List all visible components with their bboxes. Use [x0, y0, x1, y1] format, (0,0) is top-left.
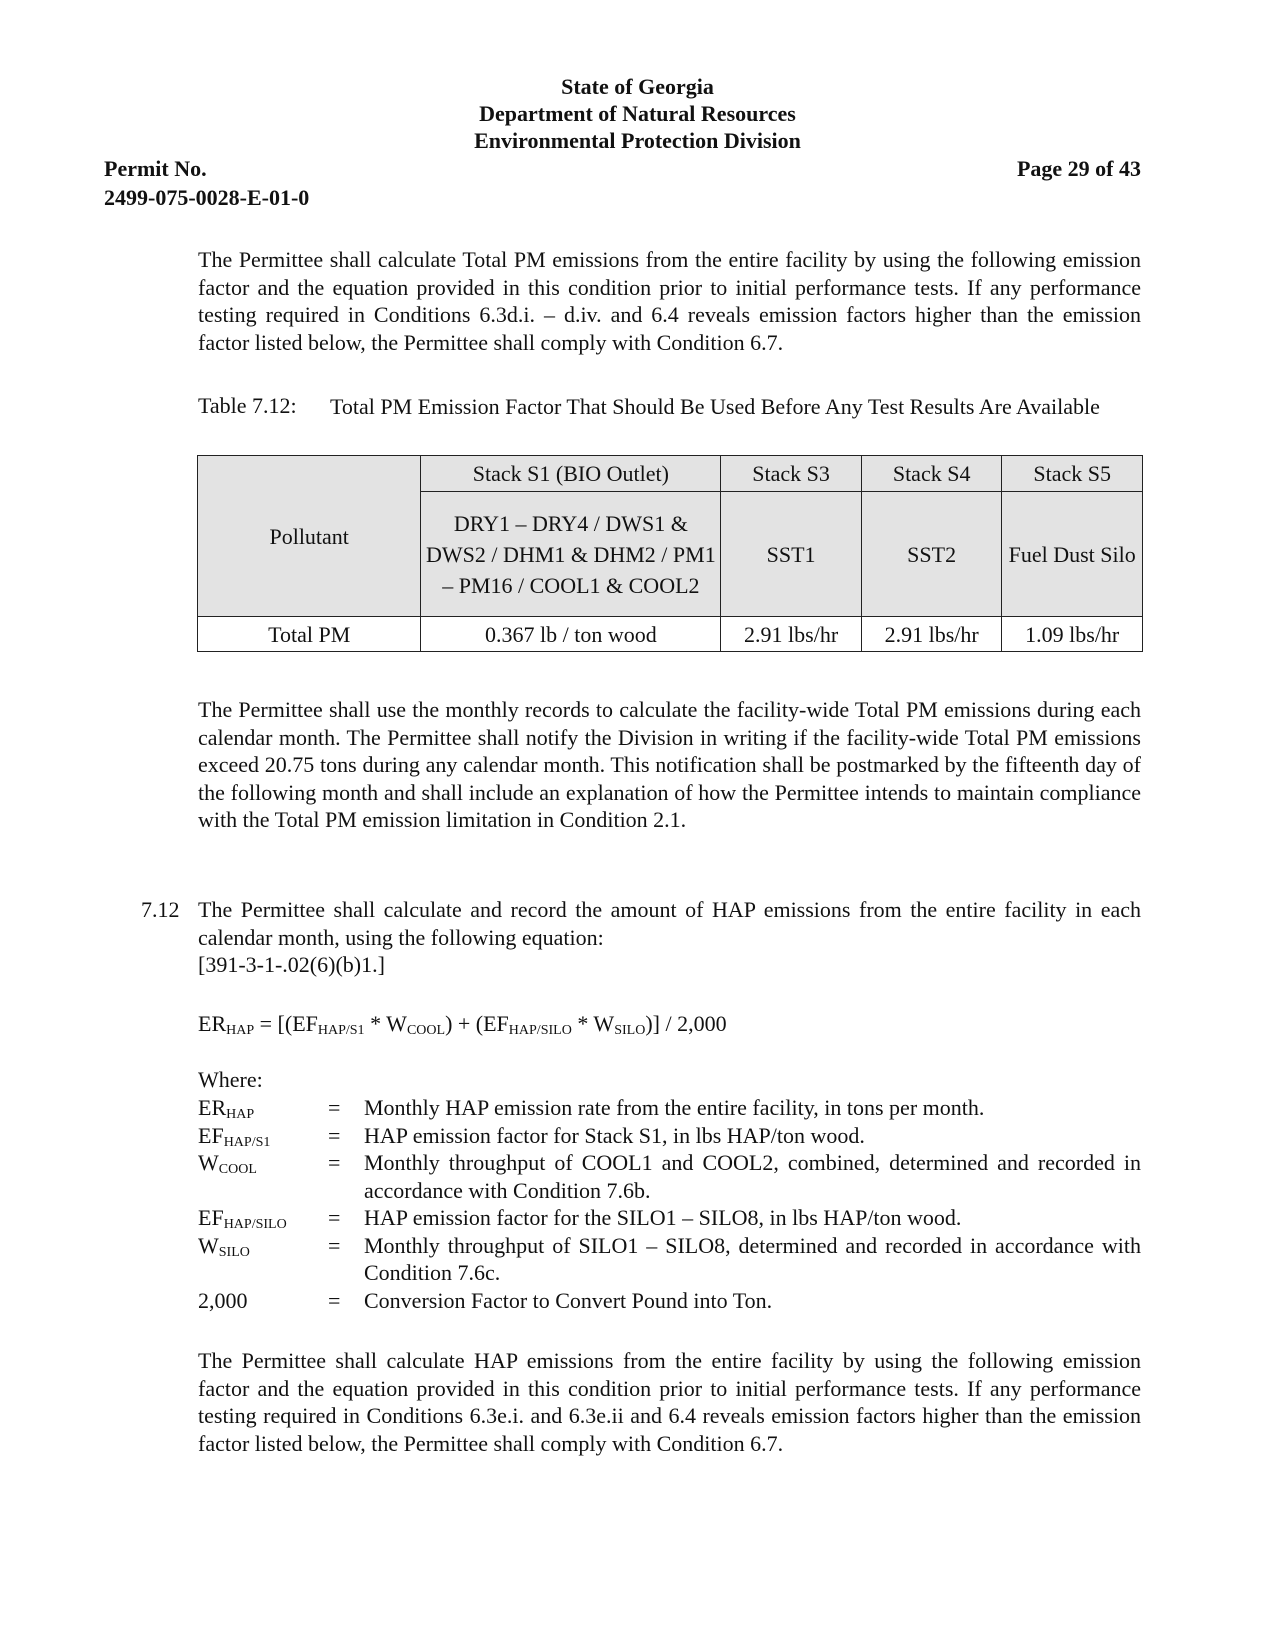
value-cell: 2.91 lbs/hr	[721, 617, 862, 652]
eq-part: = [(EF	[254, 1011, 318, 1036]
emission-factor-table	[197, 455, 1143, 652]
section-number: 7.12	[141, 897, 180, 922]
definition-symbol: $ER_{HAP}$	[198, 1095, 255, 1122]
state-name: State of Georgia	[561, 74, 714, 99]
source-cell: SST2	[861, 492, 1002, 617]
permit-label: Permit No.	[104, 156, 207, 181]
eq-subscript: HAP/SILO	[508, 1023, 572, 1038]
section-7-12	[198, 896, 1141, 979]
paragraph-hap-calculation: The Permittee shall calculate HAP emissions from the entire facility by using the following emission factor and the equation provided in this condition prior to initial performance tests. If any performance testing required in Conditions 6.3e.i. and 6.3e.ii and 6.4 reveals emission factors higher than the emission factor listed below, the Permittee shall comply with Condition 6.7.	[198, 1348, 1141, 1456]
table-header-row	[198, 456, 1143, 492]
equals-sign: =	[328, 1232, 341, 1258]
eq-subscript: SILO	[614, 1023, 646, 1038]
section-text: The Permittee shall calculate and record the amount of HAP emissions from the entire facility in each calendar month, using the following equation:	[198, 897, 1141, 950]
where-label: Where:	[198, 1067, 263, 1092]
definition-list	[198, 1094, 1141, 1314]
definition-symbol: $W_{COOL}$	[198, 1150, 257, 1177]
source-cell: Fuel Dust Silo	[1002, 492, 1143, 617]
table-caption-label: Table 7.12:	[198, 393, 297, 418]
definition-row	[198, 1232, 1141, 1287]
equals-sign: =	[328, 1095, 341, 1120]
table-caption	[198, 392, 1141, 422]
definition-symbol: $EF_{HAP/SILO}$	[198, 1205, 287, 1232]
department-name: Department of Natural Resources	[479, 101, 796, 126]
paragraph-monthly-records: The Permittee shall use the monthly records to calculate the facility-wide Total PM emissions during each calendar month. The Permittee shall notify the Division in writing if the facility-wide Total PM emissions exceed 20.75 tons during any calendar month. This notification shall be postmarked by the fifteenth day of the following month and shall include an explanation of how the Permittee intends to maintain compliance with the Total PM emission limitation in Condition 2.1.	[198, 697, 1141, 832]
eq-subscript: COOL	[406, 1023, 446, 1038]
agency-header	[0, 73, 1275, 154]
definition-symbol: $EF_{HAP/S1}$	[198, 1122, 271, 1150]
division-name: Environmental Protection Division	[474, 128, 801, 153]
value-cell: 0.367 lb / ton wood	[421, 617, 721, 652]
permit-number: 2499-075-0028-E-01-0	[104, 185, 310, 210]
definition-text: Monthly throughput of COOL1 and COOL2, combined, determined and recorded in accordance with Condition 7.6b.	[364, 1150, 1141, 1203]
definition-text: Monthly throughput of SILO1 – SILO8, determined and recorded in accordance with Condition 7.6c.	[364, 1232, 1141, 1285]
paragraph-total-pm-calculation: The Permittee shall calculate Total PM emissions from the entire facility by using the following emission factor and the equation provided in this condition prior to initial performance tests. If any performance testing required in Conditions 6.3d.i. – d.iv. and 6.4 reveals emission factors higher than the emission factor listed below, the Permittee shall comply with Condition 6.7.	[198, 247, 1141, 355]
stack-header: Stack S4	[861, 456, 1002, 492]
stack-header: Stack S5	[1002, 456, 1143, 492]
definition-row	[198, 1122, 1141, 1150]
definition-text: HAP emission factor for Stack S1, in lbs HAP/ton wood.	[364, 1122, 865, 1148]
definition-text: Conversion Factor to Convert Pound into Ton.	[364, 1287, 773, 1313]
eq-part: * W	[571, 1011, 615, 1036]
stack-header: Stack S1 (BIO Outlet)	[421, 456, 721, 492]
value-cell: 2.91 lbs/hr	[861, 617, 1002, 652]
equals-sign: =	[328, 1287, 341, 1313]
pollutant-header: Pollutant	[198, 456, 421, 617]
equals-sign: =	[328, 1122, 341, 1148]
eq-part: ER	[198, 1011, 227, 1036]
eq-part: ) + (EF	[445, 1011, 509, 1036]
equals-sign: =	[328, 1205, 341, 1230]
eq-subscript: HAP/S1	[317, 1023, 365, 1038]
stack-header: Stack S3	[721, 456, 862, 492]
source-cell: SST1	[721, 492, 862, 617]
value-cell: 1.09 lbs/hr	[1002, 617, 1143, 652]
eq-part: )] / 2,000	[645, 1011, 727, 1036]
eq-subscript: HAP	[226, 1023, 255, 1038]
section-citation: [391-3-1-.02(6)(b)1.]	[198, 952, 385, 977]
page-number: Page 29 of 43	[1016, 156, 1141, 181]
definition-symbol: 2,000	[198, 1287, 248, 1313]
definition-row	[198, 1149, 1141, 1204]
equals-sign: =	[328, 1150, 341, 1175]
source-cell: DRY1 – DRY4 / DWS1 & DWS2 / DHM1 & DHM2 / PM1 – PM16 / COOL1 & COOL2	[421, 492, 721, 617]
permit-block	[104, 154, 309, 212]
eq-part: * W	[364, 1011, 407, 1036]
pollutant-cell: Total PM	[198, 617, 421, 652]
definition-row	[198, 1094, 1141, 1122]
hap-equation	[198, 1010, 727, 1045]
definition-text: HAP emission factor for the SILO1 – SILO8, in lbs HAP/ton wood.	[364, 1205, 962, 1230]
definition-row	[198, 1204, 1141, 1232]
table-row	[198, 617, 1143, 652]
definition-text: Monthly HAP emission rate from the entire facility, in tons per month.	[364, 1095, 985, 1120]
definition-row	[198, 1287, 1141, 1315]
table-caption-text: Total PM Emission Factor That Should Be Used Before Any Test Results Are Available	[330, 394, 1100, 419]
definition-symbol: $W_{SILO}$	[198, 1232, 250, 1260]
